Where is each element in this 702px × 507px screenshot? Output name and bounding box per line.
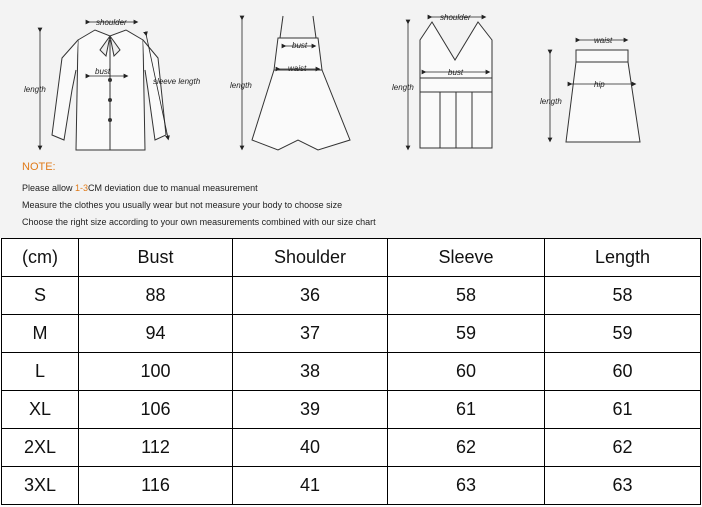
note-line-measure: Measure the clothes you usually wear but not measure your body to choose size xyxy=(22,200,343,210)
shoulder-cell: 41 xyxy=(233,467,388,505)
sleeve-cell: 59 xyxy=(388,315,545,353)
length-cell: 63 xyxy=(545,467,701,505)
bust-cell: 106 xyxy=(79,391,233,429)
size-cell: 3XL xyxy=(2,467,79,505)
shoulder-cell: 39 xyxy=(233,391,388,429)
size-cell: S xyxy=(2,277,79,315)
length-cell: 59 xyxy=(545,315,701,353)
shoulder-cell: 37 xyxy=(233,315,388,353)
sleeve-cell: 58 xyxy=(388,277,545,315)
label-waist: waist xyxy=(288,64,307,73)
header-unit: (cm) xyxy=(2,239,79,277)
note-heading: NOTE: xyxy=(22,161,56,173)
note-line-deviation-pre: Please allow xyxy=(22,183,76,193)
note-line-deviation xyxy=(22,183,258,193)
sleeve-cell: 60 xyxy=(388,353,545,391)
table-row xyxy=(2,277,701,315)
label-shoulder: shoulder xyxy=(96,18,127,27)
label-waist: waist xyxy=(594,36,613,45)
label-bust: bust xyxy=(95,67,111,76)
length-cell: 58 xyxy=(545,277,701,315)
table-row xyxy=(2,429,701,467)
length-cell: 61 xyxy=(545,391,701,429)
header-bust: Bust xyxy=(79,239,233,277)
bust-cell: 116 xyxy=(79,467,233,505)
note-line-choose: Choose the right size according to your own measurements combined with our size chart xyxy=(22,217,376,227)
label-hip: hip xyxy=(594,80,605,89)
header-shoulder: Shoulder xyxy=(233,239,388,277)
bust-cell: 100 xyxy=(79,353,233,391)
label-sleeve-length: sleeve length xyxy=(153,77,201,86)
shoulder-cell: 38 xyxy=(233,353,388,391)
bust-cell: 88 xyxy=(79,277,233,315)
bust-cell: 112 xyxy=(79,429,233,467)
size-cell: XL xyxy=(2,391,79,429)
size-cell: L xyxy=(2,353,79,391)
skirt-icon xyxy=(566,50,640,142)
size-cell: M xyxy=(2,315,79,353)
sleeve-cell: 63 xyxy=(388,467,545,505)
measurement-guide xyxy=(0,0,702,238)
table-row xyxy=(2,353,701,391)
label-length: length xyxy=(540,97,562,106)
size-cell: 2XL xyxy=(2,429,79,467)
size-chart-table xyxy=(1,238,701,505)
label-length: length xyxy=(392,83,414,92)
table-row xyxy=(2,467,701,505)
shoulder-cell: 40 xyxy=(233,429,388,467)
dress-icon xyxy=(252,16,350,150)
header-length: Length xyxy=(545,239,701,277)
table-row xyxy=(2,315,701,353)
label-bust: bust xyxy=(448,68,464,77)
bust-cell: 94 xyxy=(79,315,233,353)
label-length: length xyxy=(24,85,46,94)
sleeve-cell: 62 xyxy=(388,429,545,467)
shoulder-cell: 36 xyxy=(233,277,388,315)
length-cell: 60 xyxy=(545,353,701,391)
table-header-row xyxy=(2,239,701,277)
label-bust: bust xyxy=(292,41,308,50)
table-row xyxy=(2,391,701,429)
sleeve-cell: 61 xyxy=(388,391,545,429)
header-sleeve: Sleeve xyxy=(388,239,545,277)
tank-top-icon xyxy=(420,22,492,148)
note-line-deviation-range: 1-3 xyxy=(75,183,89,193)
label-length: length xyxy=(230,81,252,90)
label-shoulder: shoulder xyxy=(440,13,471,22)
note-line-deviation-post: CM deviation due to manual measurement xyxy=(88,183,258,193)
length-cell: 62 xyxy=(545,429,701,467)
